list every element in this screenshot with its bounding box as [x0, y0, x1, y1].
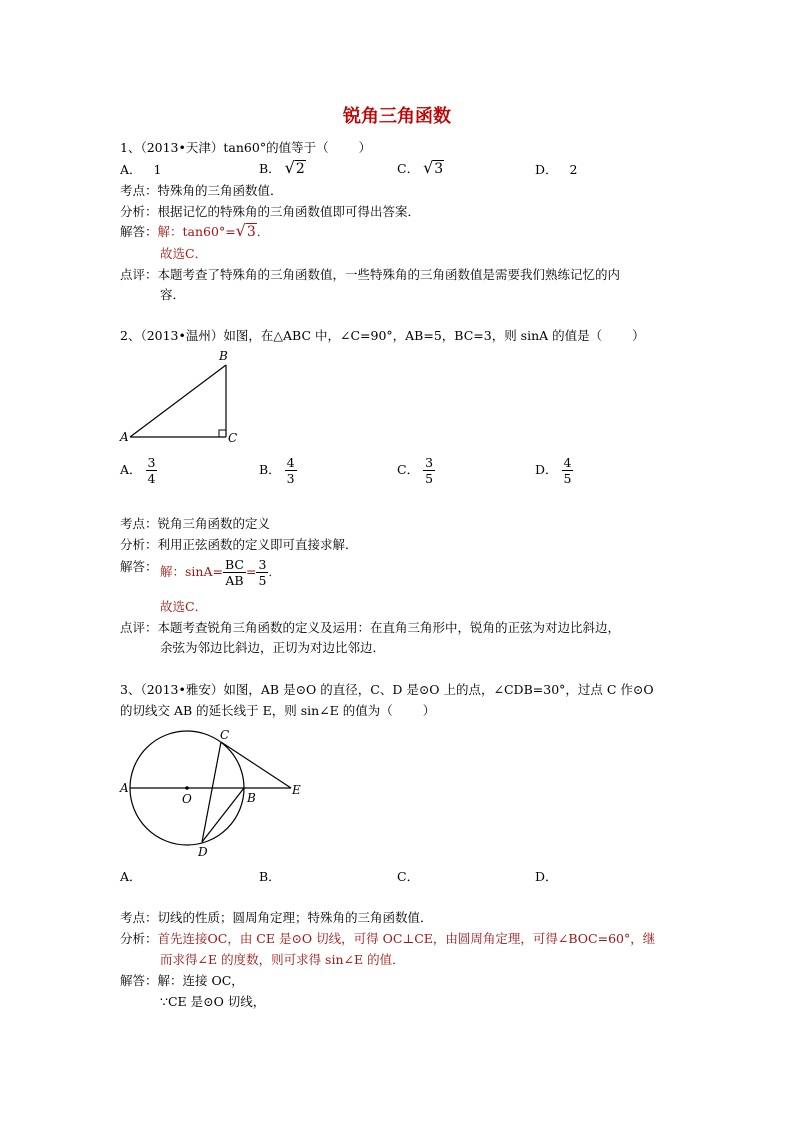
kaodian-label: 考点： — [120, 183, 158, 198]
q1-stem — [120, 140, 371, 156]
q2-option-b — [259, 455, 297, 486]
fenxi-label: 分析： — [120, 537, 158, 552]
label-o: O — [182, 792, 192, 806]
q2-choose: 故选C． — [160, 599, 208, 614]
fraction — [423, 455, 435, 486]
q1-choose: 故选C． — [160, 246, 208, 261]
q3-option-d: D． — [535, 869, 558, 884]
option-label: A． — [120, 162, 142, 177]
fraction-bc-ab — [223, 557, 246, 588]
sqrt-expression: √3 — [235, 221, 256, 240]
q2-stem-close: ） — [632, 328, 645, 343]
q3-stem-line1: 3、（2013•雅安）如图，AB 是⊙O 的直径，C、D 是⊙O 上的点，∠CDB=30°，过点 C 作⊙O — [120, 682, 654, 697]
q1-jieda — [120, 223, 269, 240]
radicand: 3 — [246, 224, 256, 240]
sqrt-expression: √3 — [423, 158, 444, 177]
option-label: A． — [120, 462, 142, 477]
radicand: 3 — [434, 161, 444, 177]
jieda-end: ． — [256, 224, 270, 239]
label-b: B — [247, 791, 256, 805]
jieda-end: ． — [268, 564, 281, 579]
label-b: B — [219, 349, 228, 363]
right-angle-mark — [219, 430, 226, 437]
q1-dianping-cont: 容． — [160, 287, 186, 302]
q2-jieda — [160, 557, 281, 588]
option-label: D． — [535, 462, 558, 477]
kaodian-label: 考点： — [120, 910, 158, 925]
numerator: 4 — [563, 455, 572, 470]
jieda-text: 解：tan60°= — [157, 224, 236, 239]
jieda-label: 解答： — [120, 973, 158, 988]
q3-circle-figure — [110, 722, 310, 864]
label-e: E — [292, 783, 301, 797]
kaodian-text: 锐角三角函数的定义 — [157, 516, 271, 531]
label-c: C — [228, 431, 238, 445]
page-title: 锐角三角函数 — [343, 106, 451, 127]
numerator: 4 — [286, 455, 295, 470]
label-c: C — [220, 728, 230, 742]
q1-option-d — [535, 162, 577, 178]
fenxi-text: 利用正弦函数的定义即可直接求解． — [157, 537, 358, 552]
sqrt-expression: √2 — [284, 158, 305, 177]
numerator: BC — [224, 557, 244, 572]
dianping-text: 本题考查锐角三角函数的定义及运用：在直角三角形中，锐角的正弦为对边比斜边， — [157, 620, 621, 635]
dianping-label: 点评： — [120, 620, 158, 635]
radicand: 2 — [295, 161, 305, 177]
dianping-label: 点评： — [120, 267, 158, 282]
fraction-3-5 — [256, 557, 268, 588]
q3-kaodian — [120, 910, 433, 926]
jieda-label: 解答： — [120, 224, 158, 239]
kaodian-text: 切线的性质；圆周角定理；特殊角的三角函数值． — [157, 910, 433, 925]
q2-fenxi — [120, 537, 358, 553]
option-label: B． — [259, 161, 281, 176]
q2-dianping-cont: 余弦为邻边比斜边，正切为对边比邻边． — [160, 640, 386, 655]
q3-fenxi-cont: 而求得∠E 的度数，则可求得 sin∠E 的值． — [160, 952, 405, 967]
label-a: A — [120, 781, 129, 795]
q3-stem-line2 — [120, 703, 435, 719]
segment-ab — [130, 365, 226, 437]
q1-option-a — [120, 162, 161, 178]
q1-fenxi — [120, 204, 420, 220]
q3-stem-close: ） — [422, 703, 436, 718]
denominator: 5 — [258, 573, 267, 588]
q3-stem-text: 的切线交 AB 的延长线于 E，则 sin∠E 的值为（ — [120, 703, 393, 718]
option-label: B． — [259, 462, 281, 477]
jieda-label: 解答： — [120, 559, 158, 574]
q2-dianping — [120, 620, 620, 636]
q3-option-a: A． — [120, 869, 142, 884]
fenxi-text: 根据记忆的特殊角的三角函数值即可得出答案． — [157, 204, 421, 219]
equals-sign: = — [245, 564, 257, 579]
denominator: 5 — [425, 471, 434, 486]
q2-triangle-figure — [110, 345, 250, 450]
q1-option-c — [397, 160, 444, 177]
q3-option-b: B． — [259, 869, 281, 884]
denominator: 3 — [286, 471, 295, 486]
q2-stem-text: 2、（2013•温州）如图，在△ABC 中，∠C=90°，AB=5，BC=3，则 sinA 的值是（ — [120, 328, 603, 343]
fraction — [285, 455, 297, 486]
q3-jieda — [120, 973, 244, 989]
option-value: 1 — [153, 162, 162, 177]
q2-jieda-label-line — [120, 559, 158, 575]
denominator: 4 — [147, 471, 156, 486]
q3-option-c: C． — [397, 869, 420, 884]
label-a: A — [120, 430, 129, 444]
q2-option-c — [397, 455, 435, 486]
q3-fenxi — [120, 931, 655, 947]
fenxi-text: 首先连接OC，由 CE 是⊙O 切线，可得 OC⊥CE，由圆周角定理，可得∠BOC=60°，继 — [157, 931, 656, 946]
option-label: D． — [535, 162, 558, 177]
label-d: D — [198, 845, 208, 859]
fraction — [562, 455, 574, 486]
q2-stem — [120, 328, 645, 344]
q1-option-b — [259, 160, 306, 177]
fenxi-label: 分析： — [120, 931, 158, 946]
q1-dianping — [120, 267, 620, 283]
q2-option-d — [535, 455, 573, 486]
q1-stem-text: 1、（2013•天津）tan60°的值等于（ — [120, 140, 329, 155]
q1-kaodian — [120, 183, 283, 199]
denominator: 5 — [563, 471, 572, 486]
numerator: 3 — [425, 455, 434, 470]
dianping-text: 本题考查了特殊角的三角函数值，一些特殊角的三角函数值是需要我们熟练记忆的内 — [157, 267, 621, 282]
kaodian-text: 特殊角的三角函数值． — [157, 183, 283, 198]
numerator: 3 — [258, 557, 267, 572]
q1-stem-close: ） — [358, 140, 372, 155]
center-dot — [185, 786, 189, 790]
kaodian-label: 考点： — [120, 516, 158, 531]
fraction — [146, 455, 158, 486]
tangent-ce — [221, 742, 291, 788]
q2-kaodian — [120, 516, 270, 532]
option-label: C． — [397, 462, 420, 477]
q2-option-a — [120, 455, 157, 486]
jieda-text: 解：sinA= — [160, 564, 223, 579]
q3-jieda-line2: ∵CE 是⊙O 切线， — [160, 994, 266, 1009]
fenxi-label: 分析： — [120, 204, 158, 219]
option-value: 2 — [569, 162, 578, 177]
option-label: C． — [397, 161, 420, 176]
denominator: AB — [225, 573, 244, 588]
numerator: 3 — [147, 455, 156, 470]
jieda-text: 解：连接 OC， — [157, 973, 244, 988]
chord-cd — [202, 742, 221, 842]
